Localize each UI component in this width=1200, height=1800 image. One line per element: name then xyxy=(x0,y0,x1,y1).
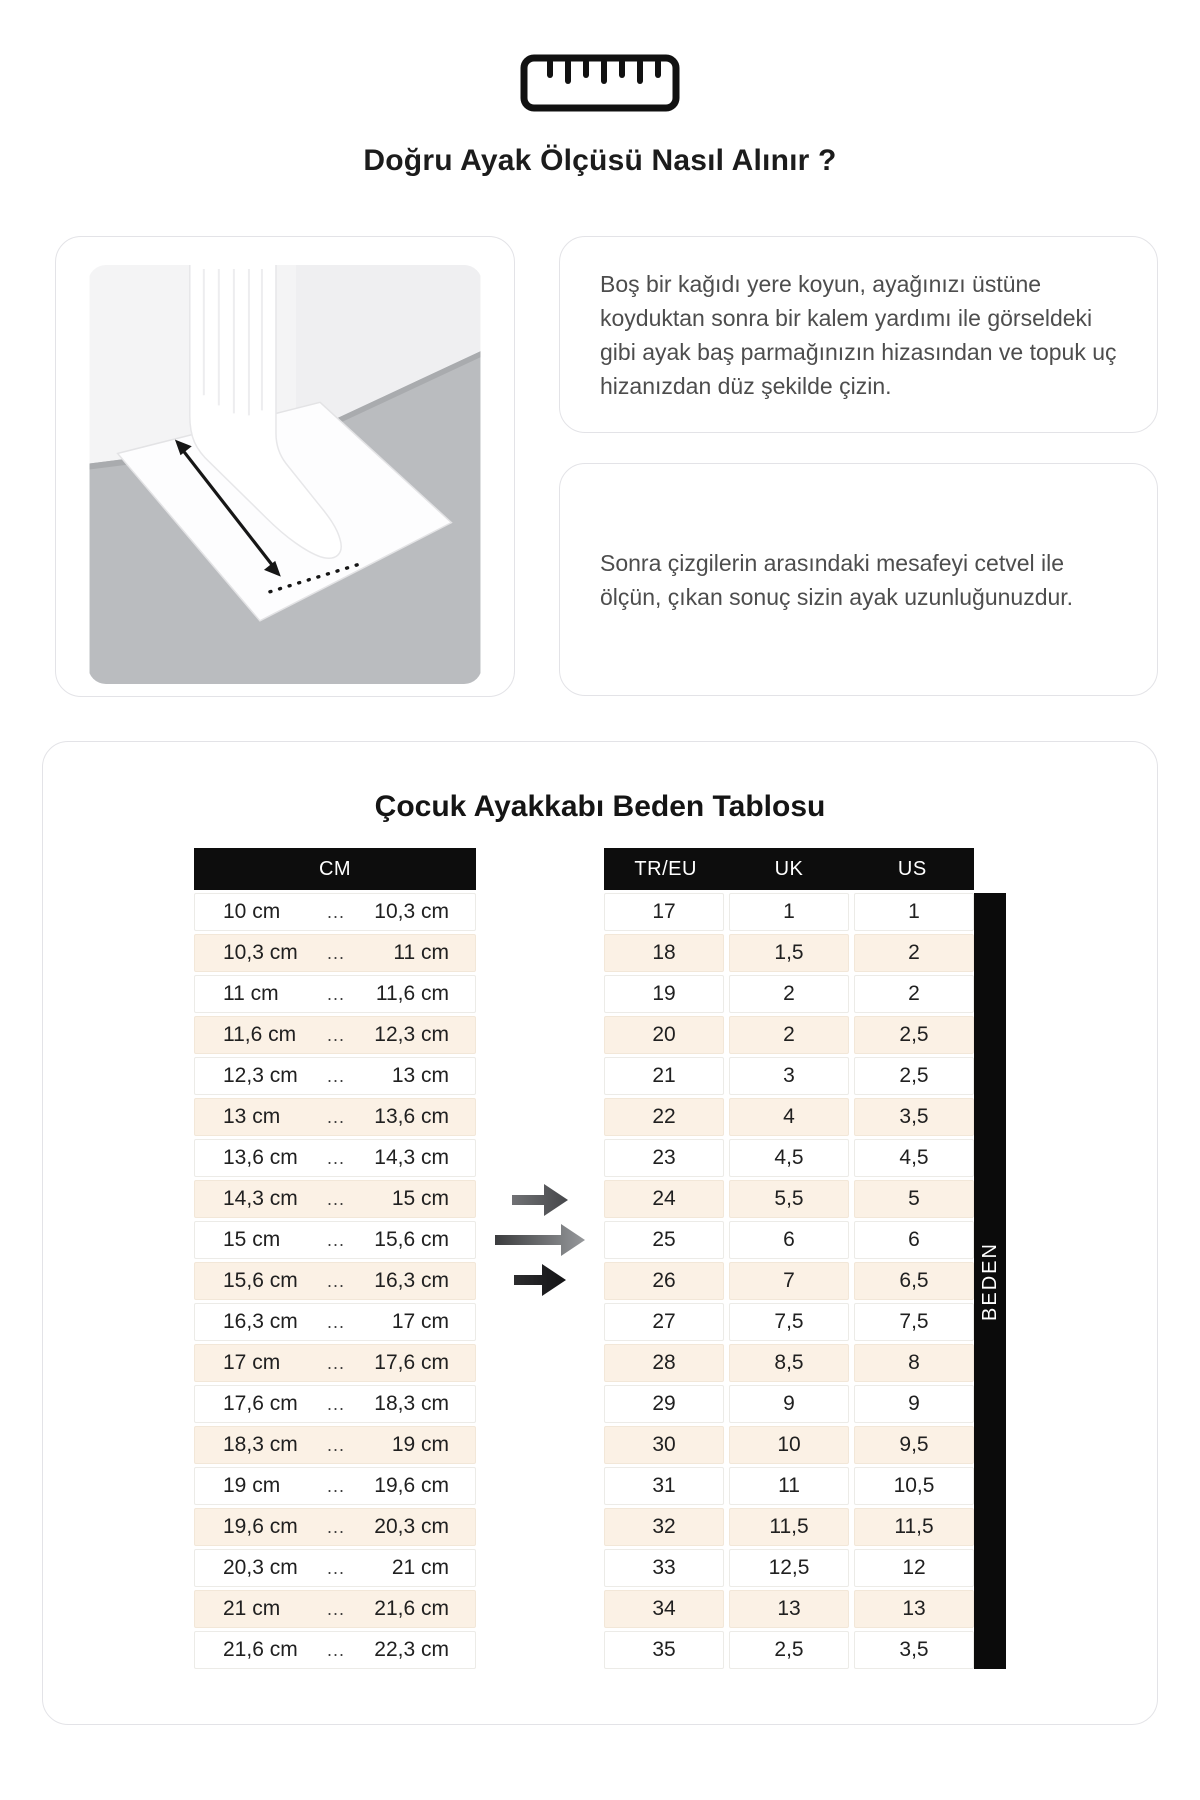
tr-eu-size-cell: 28 xyxy=(604,1344,724,1382)
cm-value-to: 22,3 cm xyxy=(374,1638,449,1661)
header-cell-us: US xyxy=(897,857,927,880)
us-size-cell: 4,5 xyxy=(854,1139,974,1177)
cm-table-row xyxy=(194,1139,476,1177)
size-table-row xyxy=(604,1139,974,1177)
cm-value-from: 14,3 cm xyxy=(223,1187,298,1210)
instruction-step1-text: Boş bir kağıdı yere koyun, ayağınızı üstüne koyduktan sonra bir kalem yardımı ile görseldeki gibi ayak baş parmağınızın hizasından ve topuk uç hizanızdan düz şekilde çizin. xyxy=(600,270,1117,399)
beden-label: BEDEN xyxy=(978,1241,1001,1321)
cm-table-row xyxy=(194,934,476,972)
tr-eu-size-cell: 19 xyxy=(604,975,724,1013)
us-size-cell: 9,5 xyxy=(854,1426,974,1464)
size-table-row xyxy=(604,1631,974,1669)
range-dots: ... xyxy=(326,1598,345,1619)
tr-eu-size-cell: 18 xyxy=(604,934,724,972)
cm-table-row xyxy=(194,1385,476,1423)
size-tables xyxy=(194,848,1006,1672)
us-size-cell: 1 xyxy=(854,893,974,931)
cm-value-from: 21,6 cm xyxy=(223,1638,298,1661)
us-size-cell: 11,5 xyxy=(854,1508,974,1546)
us-size-cell: 7,5 xyxy=(854,1303,974,1341)
size-table xyxy=(604,848,974,1672)
us-size-cell: 12 xyxy=(854,1549,974,1587)
us-size-cell: 10,5 xyxy=(854,1467,974,1505)
tr-eu-size-cell: 26 xyxy=(604,1262,724,1300)
range-dots: ... xyxy=(326,942,345,963)
size-table-header xyxy=(604,848,974,890)
cm-table-row xyxy=(194,1426,476,1464)
range-dots: ... xyxy=(326,1516,345,1537)
instruction-card-1 xyxy=(559,236,1158,433)
cm-table-row xyxy=(194,1508,476,1546)
range-dots: ... xyxy=(326,1270,345,1291)
cm-value-to: 17 cm xyxy=(391,1310,449,1333)
cm-value-to: 21,6 cm xyxy=(374,1597,449,1620)
cm-value-from: 12,3 cm xyxy=(223,1064,298,1087)
cm-value-from: 13,6 cm xyxy=(223,1146,298,1169)
ruler-icon xyxy=(520,54,680,112)
range-dots: ... xyxy=(326,1393,345,1414)
range-dots: ... xyxy=(326,1639,345,1660)
instruction-card-2 xyxy=(559,463,1158,696)
size-table-row xyxy=(604,1016,974,1054)
tr-eu-size-cell: 24 xyxy=(604,1180,724,1218)
tr-eu-size-cell: 27 xyxy=(604,1303,724,1341)
size-table-row xyxy=(604,1467,974,1505)
uk-size-cell: 9 xyxy=(729,1385,849,1423)
size-guide-title: Çocuk Ayakkabı Beden Tablosu xyxy=(374,790,826,823)
cm-value-to: 15,6 cm xyxy=(374,1228,449,1251)
size-table-row xyxy=(604,1057,974,1095)
cm-value-from: 17,6 cm xyxy=(223,1392,298,1415)
uk-size-cell: 8,5 xyxy=(729,1344,849,1382)
cm-table-row xyxy=(194,1098,476,1136)
uk-size-cell: 2,5 xyxy=(729,1631,849,1669)
cm-table-row xyxy=(194,1549,476,1587)
range-dots: ... xyxy=(326,1352,345,1373)
size-guide-card xyxy=(42,741,1158,1725)
tr-eu-size-cell: 35 xyxy=(604,1631,724,1669)
uk-size-cell: 4,5 xyxy=(729,1139,849,1177)
hero-section xyxy=(0,0,1200,178)
cm-table-row xyxy=(194,893,476,931)
uk-size-cell: 1,5 xyxy=(729,934,849,972)
cm-table-row xyxy=(194,975,476,1013)
us-size-cell: 13 xyxy=(854,1590,974,1628)
cm-value-from: 15 cm xyxy=(223,1228,281,1251)
range-dots: ... xyxy=(326,1024,345,1045)
size-table-row xyxy=(604,1508,974,1546)
size-table-body xyxy=(604,893,974,1669)
cm-table-row xyxy=(194,1303,476,1341)
cm-value-to: 17,6 cm xyxy=(374,1351,449,1374)
range-dots: ... xyxy=(326,1229,345,1250)
size-table-row xyxy=(604,1344,974,1382)
cm-value-from: 11 cm xyxy=(223,982,279,1005)
size-table-row xyxy=(604,893,974,931)
cm-table-row xyxy=(194,1631,476,1669)
cm-table-row xyxy=(194,1180,476,1218)
range-dots: ... xyxy=(326,1065,345,1086)
uk-size-cell: 1 xyxy=(729,893,849,931)
size-table-row xyxy=(604,1549,974,1587)
us-size-cell: 8 xyxy=(854,1344,974,1382)
us-size-cell: 2,5 xyxy=(854,1057,974,1095)
range-dots: ... xyxy=(326,983,345,1004)
cm-value-from: 13 cm xyxy=(223,1105,281,1128)
us-size-cell: 2 xyxy=(854,975,974,1013)
cm-table-row xyxy=(194,1262,476,1300)
uk-size-cell: 7,5 xyxy=(729,1303,849,1341)
tr-eu-size-cell: 31 xyxy=(604,1467,724,1505)
tr-eu-size-cell: 25 xyxy=(604,1221,724,1259)
cm-value-from: 15,6 cm xyxy=(223,1269,298,1292)
cm-value-to: 19 cm xyxy=(391,1433,449,1456)
us-size-cell: 5 xyxy=(854,1180,974,1218)
us-size-cell: 2 xyxy=(854,934,974,972)
size-table-row xyxy=(604,1385,974,1423)
header-cell-uk: UK xyxy=(774,857,804,880)
uk-size-cell: 6 xyxy=(729,1221,849,1259)
cm-table-row xyxy=(194,1016,476,1054)
us-size-cell: 2,5 xyxy=(854,1016,974,1054)
uk-size-cell: 12,5 xyxy=(729,1549,849,1587)
tr-eu-size-cell: 33 xyxy=(604,1549,724,1587)
cm-table-row xyxy=(194,1344,476,1382)
cm-table xyxy=(194,848,476,1672)
instruction-photo-card xyxy=(55,236,515,697)
cm-value-to: 16,3 cm xyxy=(374,1269,449,1292)
cm-value-to: 20,3 cm xyxy=(374,1515,449,1538)
arrow-right-icon xyxy=(514,1264,566,1296)
tr-eu-size-cell: 34 xyxy=(604,1590,724,1628)
size-table-row xyxy=(604,1098,974,1136)
us-size-cell: 6 xyxy=(854,1221,974,1259)
cm-value-from: 11,6 cm xyxy=(223,1023,297,1046)
range-dots: ... xyxy=(326,1311,345,1332)
range-dots: ... xyxy=(326,1475,345,1496)
tr-eu-size-cell: 30 xyxy=(604,1426,724,1464)
cm-value-to: 19,6 cm xyxy=(374,1474,449,1497)
uk-size-cell: 7 xyxy=(729,1262,849,1300)
cm-value-from: 20,3 cm xyxy=(223,1556,298,1579)
size-table-row xyxy=(604,1180,974,1218)
range-dots: ... xyxy=(326,901,345,922)
uk-size-cell: 4 xyxy=(729,1098,849,1136)
cm-value-to: 21 cm xyxy=(391,1556,449,1579)
uk-size-cell: 2 xyxy=(729,1016,849,1054)
size-table-row xyxy=(604,1221,974,1259)
uk-size-cell: 11 xyxy=(729,1467,849,1505)
uk-size-cell: 11,5 xyxy=(729,1508,849,1546)
tr-eu-size-cell: 21 xyxy=(604,1057,724,1095)
tr-eu-size-cell: 32 xyxy=(604,1508,724,1546)
uk-size-cell: 5,5 xyxy=(729,1180,849,1218)
cm-table-row xyxy=(194,1057,476,1095)
range-dots: ... xyxy=(326,1147,345,1168)
cm-value-to: 10,3 cm xyxy=(374,900,449,923)
beden-sidebar xyxy=(974,893,1006,1669)
cm-table-header: CM xyxy=(194,848,476,890)
cm-value-from: 10 cm xyxy=(223,900,281,923)
cm-value-to: 11,6 cm xyxy=(375,982,449,1005)
size-table-row xyxy=(604,1590,974,1628)
cm-value-from: 16,3 cm xyxy=(223,1310,298,1333)
uk-size-cell: 2 xyxy=(729,975,849,1013)
cm-table-row xyxy=(194,1467,476,1505)
cm-value-to: 11 cm xyxy=(393,941,449,964)
cm-value-from: 18,3 cm xyxy=(223,1433,298,1456)
header-cell-tr-eu: TR/EU xyxy=(634,857,697,880)
cm-value-to: 14,3 cm xyxy=(374,1146,449,1169)
instruction-step2-text: Sonra çizgilerin arasındaki mesafeyi cetvel ile ölçün, çıkan sonuç sizin ayak uzunluğunuzdur. xyxy=(600,549,1074,610)
foot-on-paper-photo xyxy=(88,265,482,684)
transfer-arrows xyxy=(476,1184,604,1296)
cm-value-from: 21 cm xyxy=(223,1597,281,1620)
us-size-cell: 9 xyxy=(854,1385,974,1423)
uk-size-cell: 13 xyxy=(729,1590,849,1628)
range-dots: ... xyxy=(326,1557,345,1578)
cm-value-from: 10,3 cm xyxy=(223,941,298,964)
us-size-cell: 3,5 xyxy=(854,1631,974,1669)
cm-table-row xyxy=(194,1221,476,1259)
instructions-row xyxy=(55,236,1158,697)
uk-size-cell: 10 xyxy=(729,1426,849,1464)
cm-table-body xyxy=(194,893,476,1669)
instruction-text-column xyxy=(559,236,1158,696)
size-table-row xyxy=(604,1426,974,1464)
tr-eu-size-cell: 29 xyxy=(604,1385,724,1423)
cm-value-to: 13,6 cm xyxy=(374,1105,449,1128)
cm-value-from: 19 cm xyxy=(223,1474,281,1497)
tr-eu-size-cell: 17 xyxy=(604,893,724,931)
arrow-right-icon xyxy=(495,1224,585,1256)
tr-eu-size-cell: 20 xyxy=(604,1016,724,1054)
page-title: Doğru Ayak Ölçüsü Nasıl Alınır ? xyxy=(363,144,837,177)
range-dots: ... xyxy=(326,1188,345,1209)
size-table-row xyxy=(604,975,974,1013)
size-table-row xyxy=(604,1303,974,1341)
arrow-right-icon xyxy=(512,1184,568,1216)
cm-value-from: 17 cm xyxy=(223,1351,281,1374)
foot-measurement-illustration xyxy=(88,265,482,684)
tr-eu-size-cell: 23 xyxy=(604,1139,724,1177)
cm-table-row xyxy=(194,1590,476,1628)
cm-value-from: 19,6 cm xyxy=(223,1515,298,1538)
size-table-row xyxy=(604,934,974,972)
range-dots: ... xyxy=(326,1434,345,1455)
cm-value-to: 15 cm xyxy=(391,1187,449,1210)
tr-eu-size-cell: 22 xyxy=(604,1098,724,1136)
uk-size-cell: 3 xyxy=(729,1057,849,1095)
us-size-cell: 3,5 xyxy=(854,1098,974,1136)
size-table-row xyxy=(604,1262,974,1300)
cm-value-to: 12,3 cm xyxy=(374,1023,449,1046)
cm-value-to: 18,3 cm xyxy=(374,1392,449,1415)
range-dots: ... xyxy=(326,1106,345,1127)
us-size-cell: 6,5 xyxy=(854,1262,974,1300)
cm-value-to: 13 cm xyxy=(391,1064,449,1087)
